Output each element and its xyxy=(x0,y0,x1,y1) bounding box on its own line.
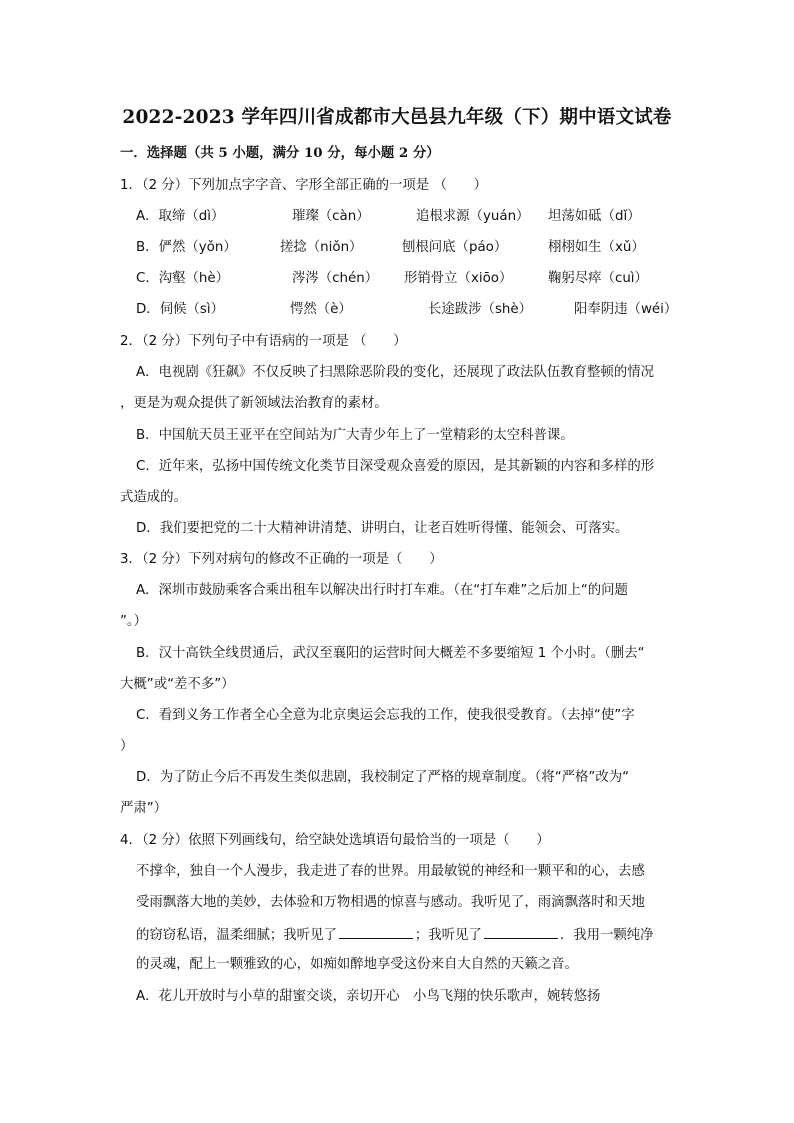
q3-option-b-line1: B．汉十高铁全线贯通后，武汉至襄阳的运营时间大概差不多要缩短 1 个小时。（删去“ xyxy=(136,646,645,661)
q1-option-c-3: 形销骨立（xiōo） xyxy=(404,271,513,286)
q1-option-d-1: D．伺候（sì） xyxy=(136,302,224,317)
q1-option-c-2: 涔涔（chén） xyxy=(292,271,379,286)
q2-option-d: D．我们要把党的二十大精神讲清楚、讲明白，让老百姓听得懂、能领会、可落实。 xyxy=(136,521,629,536)
q2-option-c-line2: 式造成的。 xyxy=(120,490,187,505)
section-heading: 一．选择题（共 5 小题，满分 10 分，每小题 2 分） xyxy=(120,145,440,161)
q1-option-d-3: 长途跋涉（shè） xyxy=(428,302,533,317)
q1-option-c-4: 鞠躬尽瘁（cuì） xyxy=(548,271,648,286)
q1-option-a-1: A．取缔（dì） xyxy=(136,209,225,224)
q3-option-c-line1: C．看到义务工作者全心全意为北京奥运会忘我的工作，使我很受教育。（去掉“使”字 xyxy=(136,708,635,723)
q3-option-c-line2: ） xyxy=(120,739,134,754)
q4-passage-line4: 的灵魂，配上一颗雅致的心，如痴如醉地享受这份来自大自然的天籁之音。 xyxy=(136,957,578,972)
q3-option-d-line1: D．为了防止今后不再发生类似悲剧，我校制定了严格的规章制度。（将“严格”改为“ xyxy=(136,770,630,785)
q3-option-d-line2: 严肃”） xyxy=(120,801,168,816)
q4-option-a: A．花儿开放时与小草的甜蜜交谈，亲切开心 小鸟飞翔的快乐歌声，婉转悠扬 xyxy=(136,989,601,1004)
q1-option-b-4: 栩栩如生（xǔ） xyxy=(548,240,645,255)
q1-option-c-1: C．沟壑（hè） xyxy=(136,271,230,286)
q1-option-d-4: 阳奉阴违（wéi） xyxy=(574,302,678,317)
q2-stem: 2．（2 分）下列句子中有语病的一项是 （ ） xyxy=(120,334,407,349)
q1-option-b-1: B．俨然（yǒn） xyxy=(136,240,237,255)
fill-blank-1 xyxy=(339,925,413,939)
q1-option-a-4: 坦荡如砥（dǐ） xyxy=(548,209,641,224)
q1-option-d-2: 愕然（è） xyxy=(290,302,352,317)
q2-option-a-line2: ，更是为观众提供了新领域法治教育的素材。 xyxy=(120,396,388,411)
q3-stem: 3．（2 分）下列对病句的修改不正确的一项是（ ） xyxy=(120,552,443,567)
q2-option-b: B．中国航天员王亚平在空间站为广大青少年上了一堂精彩的太空科普课。 xyxy=(136,428,574,443)
q4-passage-line1: 不撑伞，独自一个人漫步，我走进了春的世界。用最敏锐的神经和一颗平和的心，去感 xyxy=(136,864,645,879)
q1-option-b-2: 搓捻（niǒn） xyxy=(280,240,363,255)
q2-option-c-line1: C．近年来，弘扬中国传统文化类节目深受观众喜爱的原因，是其新颖的内容和多样的形 xyxy=(136,459,655,474)
q1-option-b-3: 刨根问底（páo） xyxy=(402,240,508,255)
q3-option-a-line2: ”。） xyxy=(120,614,148,629)
page-title: 2022-2023 学年四川省成都市大邑县九年级（下）期中语文试卷 xyxy=(122,107,672,128)
q1-option-a-2: 璀璨（càn） xyxy=(292,209,370,224)
q4-passage-line2: 受雨飘落大地的美妙，去体验和万物相遇的惊喜与感动。我听见了，雨滴飘落时和天地 xyxy=(136,895,645,910)
fill-blank-2 xyxy=(484,925,558,939)
q4-passage-line3-part2: ；我听见了 xyxy=(414,928,482,943)
q2-option-a-line1: A．电视剧《狂飙》不仅反映了扫黑除恶阶段的变化，还展现了政法队伍教育整顿的情况 xyxy=(136,365,655,380)
q4-stem: 4．（2 分）依照下列画线句，给空缺处选填语句最恰当的一项是（ ） xyxy=(120,833,550,848)
q3-option-a-line1: A．深圳市鼓励乘客合乘出租车以解决出行时打车难。（在“打车难”之后加上“的问题 xyxy=(136,583,628,598)
q4-passage-line3 xyxy=(136,925,654,945)
q3-option-b-line2: 大概”或“差不多”） xyxy=(120,677,235,692)
q1-option-a-3: 追根求源（yuán） xyxy=(416,209,530,224)
q4-passage-line3-part3: ．我用一颗纯净 xyxy=(559,928,654,943)
q1-stem: 1．（2 分）下列加点字字音、字形全部正确的一项是 （ ） xyxy=(120,178,488,193)
q4-passage-line3-part1: 的窃窃私语，温柔细腻；我听见了 xyxy=(136,928,337,943)
